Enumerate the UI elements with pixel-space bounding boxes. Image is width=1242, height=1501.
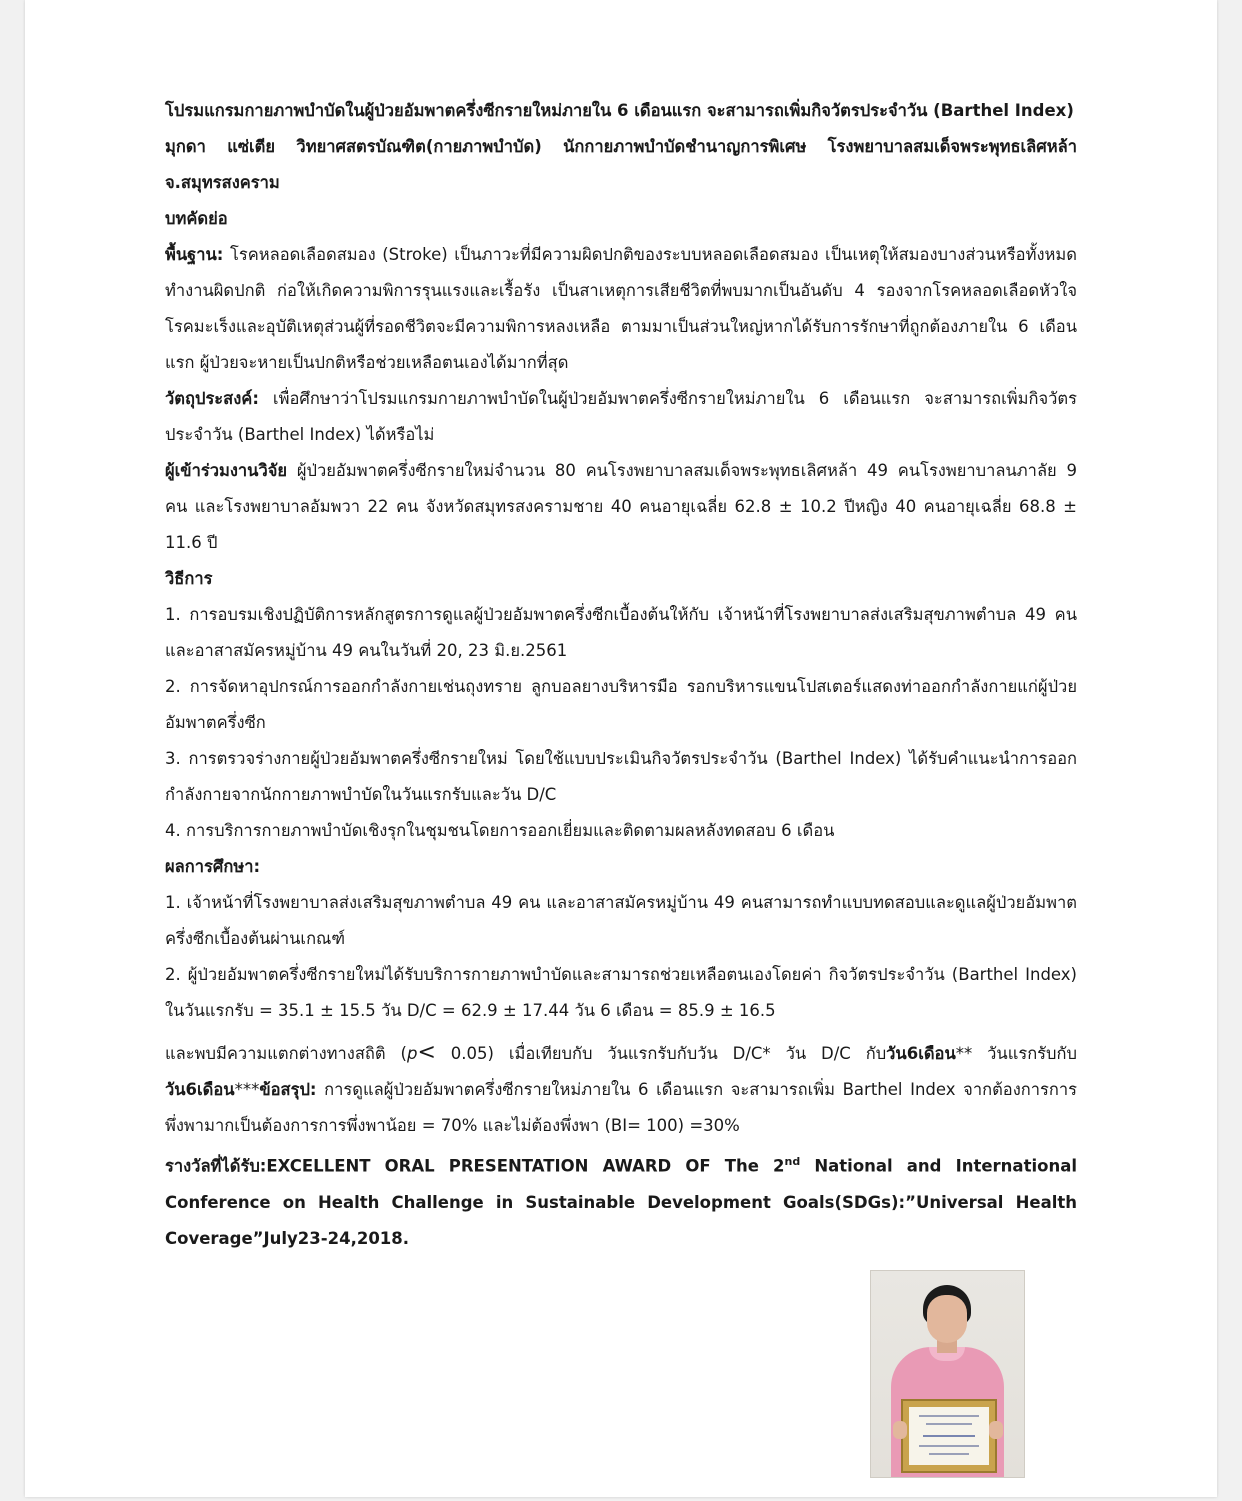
statistics-conclusion-paragraph — [165, 1035, 1077, 1144]
certificate-line — [926, 1423, 972, 1425]
method-item: 2. การจัดหาอุปกรณ์การออกกำลังกายเช่นถุงทราย ลูกบอลยางบริหารมือ รอกบริหารแขนโปสเตอร์แสดงท่าออกกำลังกายแก่ผู้ป่วยอัมพาตครึ่งซีก — [165, 677, 1077, 732]
six-month-label-2: วัน6เดือน — [165, 1080, 235, 1099]
award-paragraph — [165, 1144, 1077, 1257]
six-month-label: วัน6เดือน — [886, 1044, 956, 1063]
stat-p: p — [406, 1044, 418, 1063]
award-text-a: EXCELLENT ORAL PRESENTATION AWARD OF The 2 — [266, 1156, 785, 1176]
conclusion-text: การดูแลผู้ป่วยอัมพาตครึ่งซีกรายใหม่ภายใน 6 เดือนแรก จะสามารถเพิ่ม Barthel Index จากต้องการการพึ่งพามากเป็นต้องการการพึ่งพาน้อย = 70% และไม่ต้องพึ่งพา (BI= 100) =30% — [165, 1080, 1077, 1135]
methods-heading: วิธีการ — [165, 569, 213, 588]
award-text-b: National and International Conference on Health Challenge in Sustainable Development Goals(SDGs):”Universal Health Coverage”July23-24,2018. — [165, 1156, 1077, 1248]
objective-paragraph — [165, 381, 1077, 453]
photo-hand-left — [893, 1421, 907, 1439]
author-line: มุกดา แซ่เตีย วิทยาศสตรบัณฑิต(กายภาพบำบัด) นักกายภาพบำบัดชำนาญการพิเศษ โรงพยาบาลสมเด็จพระพุทธเลิศหล้า จ.สมุทรสงคราม — [165, 137, 1077, 192]
abstract-heading: บทคัดย่อ — [165, 209, 228, 228]
objective-text: เพื่อศึกษาว่าโปรมแกรมกายภาพบำบัดในผู้ป่วยอัมพาตครึ่งซีกรายใหม่ภายใน 6 เดือนแรก จะสามารถเพิ่มกิจวัตรประจำวัน (Barthel Index) ได้หรือไม่ — [165, 389, 1077, 444]
certificate-line — [919, 1415, 979, 1417]
background-paragraph — [165, 237, 1077, 381]
result-item: 2. ผู้ป่วยอัมพาตครึ่งซีกรายใหม่ได้รับบริการกายภาพบำบัดและสามารถช่วยเหลือตนเองโดยค่า กิจวัตรประจำวัน (Barthel Index) ในวันแรกรับ = 35.1 ± 15.5 วัน D/C = 62.9 ± 17.44 วัน 6 เดือน = 85.9 ± 16.5 — [165, 965, 1077, 1020]
paper-title: โปรมแกรมกายภาพบำบัดในผู้ป่วยอัมพาตครึ่งซีกรายใหม่ภายใน 6 เดือนแรก จะสามารถเพิ่มกิจวัตรประจำวัน (Barthel Index) — [165, 101, 1074, 120]
participants-label: ผู้เข้าร่วมงานวิจัย — [165, 461, 288, 480]
stat-less-than: < — [417, 1040, 436, 1065]
stat-prefix: และพบมีความแตกต่างทางสถิติ ( — [165, 1044, 407, 1063]
participants-text: ผู้ป่วยอัมพาตครึ่งซีกรายใหม่จำนวน 80 คนโรงพยาบาลสมเด็จพระพุทธเลิศหล้า 49 คนโรงพยาบาลนภาลัย 9 คน และโรงพยาบาลอัมพวา 22 คน จังหวัดสมุทรสงครามชาย 40 คนอายุเฉลี่ย 62.8 ± 10.2 ปีหญิง 40 คนอายุเฉลี่ย 68.8 ± 11.6 ปี — [165, 461, 1077, 552]
objective-label: วัตถุประสงค์: — [165, 389, 259, 408]
certificate-line — [923, 1435, 975, 1437]
award-label: รางวัลที่ได้รับ: — [165, 1156, 267, 1176]
background-label: พื้นฐาน: — [165, 245, 224, 264]
certificate-frame — [901, 1399, 997, 1473]
award-superscript: nd — [784, 1155, 801, 1168]
participants-paragraph — [165, 453, 1077, 561]
method-item: 4. การบริการกายภาพบำบัดเชิงรุกในชุมชนโดยการออกเยี่ยมและติดตามผลหลังทดสอบ 6 เดือน — [165, 821, 835, 840]
author-photo — [870, 1270, 1025, 1478]
certificate-line — [919, 1445, 979, 1447]
stat-value: 0.05) เมื่อเทียบกับ วันแรกรับกับวัน D/C* วัน D/C กับ — [435, 1044, 887, 1063]
method-item: 3. การตรวจร่างกายผู้ป่วยอัมพาตครึ่งซีกรายใหม่ โดยใช้แบบประเมินกิจวัตรประจำวัน (Barthel Index) ได้รับคำแนะนำการออกกำลังกายจากนักกายภาพบำบัดในวันแรกรับและวัน D/C — [165, 749, 1077, 804]
result-item: 1. เจ้าหน้าที่โรงพยาบาลส่งเสริมสุขภาพตำบล 49 คน และอาสาสมัครหมู่บ้าน 49 คนสามารถทำแบบทดสอบและดูแลผู้ป่วยอัมพาตครึ่งซีกเบื้องต้นผ่านเกณฑ์ — [165, 893, 1077, 948]
stat-mid: ** วันแรกรับกับ — [955, 1044, 1077, 1063]
document-page — [25, 0, 1217, 1497]
stat-suffix: *** — [234, 1080, 260, 1099]
method-item: 1. การอบรมเชิงปฏิบัติการหลักสูตรการดูแลผู้ป่วยอัมพาตครึ่งซีกเบื้องต้นให้กับ เจ้าหน้าที่โรงพยาบาลส่งเสริมสุขภาพตำบล 49 คน และอาสาสมัครหมู่บ้าน 49 คนในวันที่ 20, 23 มิ.ย.2561 — [165, 605, 1077, 660]
background-text: โรคหลอดเลือดสมอง (Stroke) เป็นภาวะที่มีความผิดปกติของระบบหลอดเลือดสมอง เป็นเหตุให้สมองบางส่วนหรือทั้งหมดทำงานผิดปกติ ก่อให้เกิดความพิการรุนแรงและเรื้อรัง เป็นสาเหตุการเสียชีวิตที่พบมากเป็นอันดับ 4 รองจากโรคหลอดเลือดหัวใจ โรคมะเร็งและอุบัติเหตุส่วนผู้ที่รอดชีวิตจะมีความพิการหลงเหลือ ตามมาเป็นส่วนใหญ่หากได้รับการรักษาที่ถูกต้องภายใน 6 เดือนแรก ผู้ป่วยจะหายเป็นปกติหรือช่วยเหลือตนเองได้มากที่สุด — [165, 245, 1077, 372]
certificate-paper — [909, 1407, 989, 1465]
photo-hand-right — [989, 1421, 1003, 1439]
conclusion-label: ข้อสรุป: — [259, 1080, 317, 1099]
certificate-line — [929, 1453, 969, 1455]
photo-face — [927, 1295, 967, 1343]
results-heading: ผลการศึกษา: — [165, 857, 261, 876]
abstract-content — [165, 93, 1077, 1257]
